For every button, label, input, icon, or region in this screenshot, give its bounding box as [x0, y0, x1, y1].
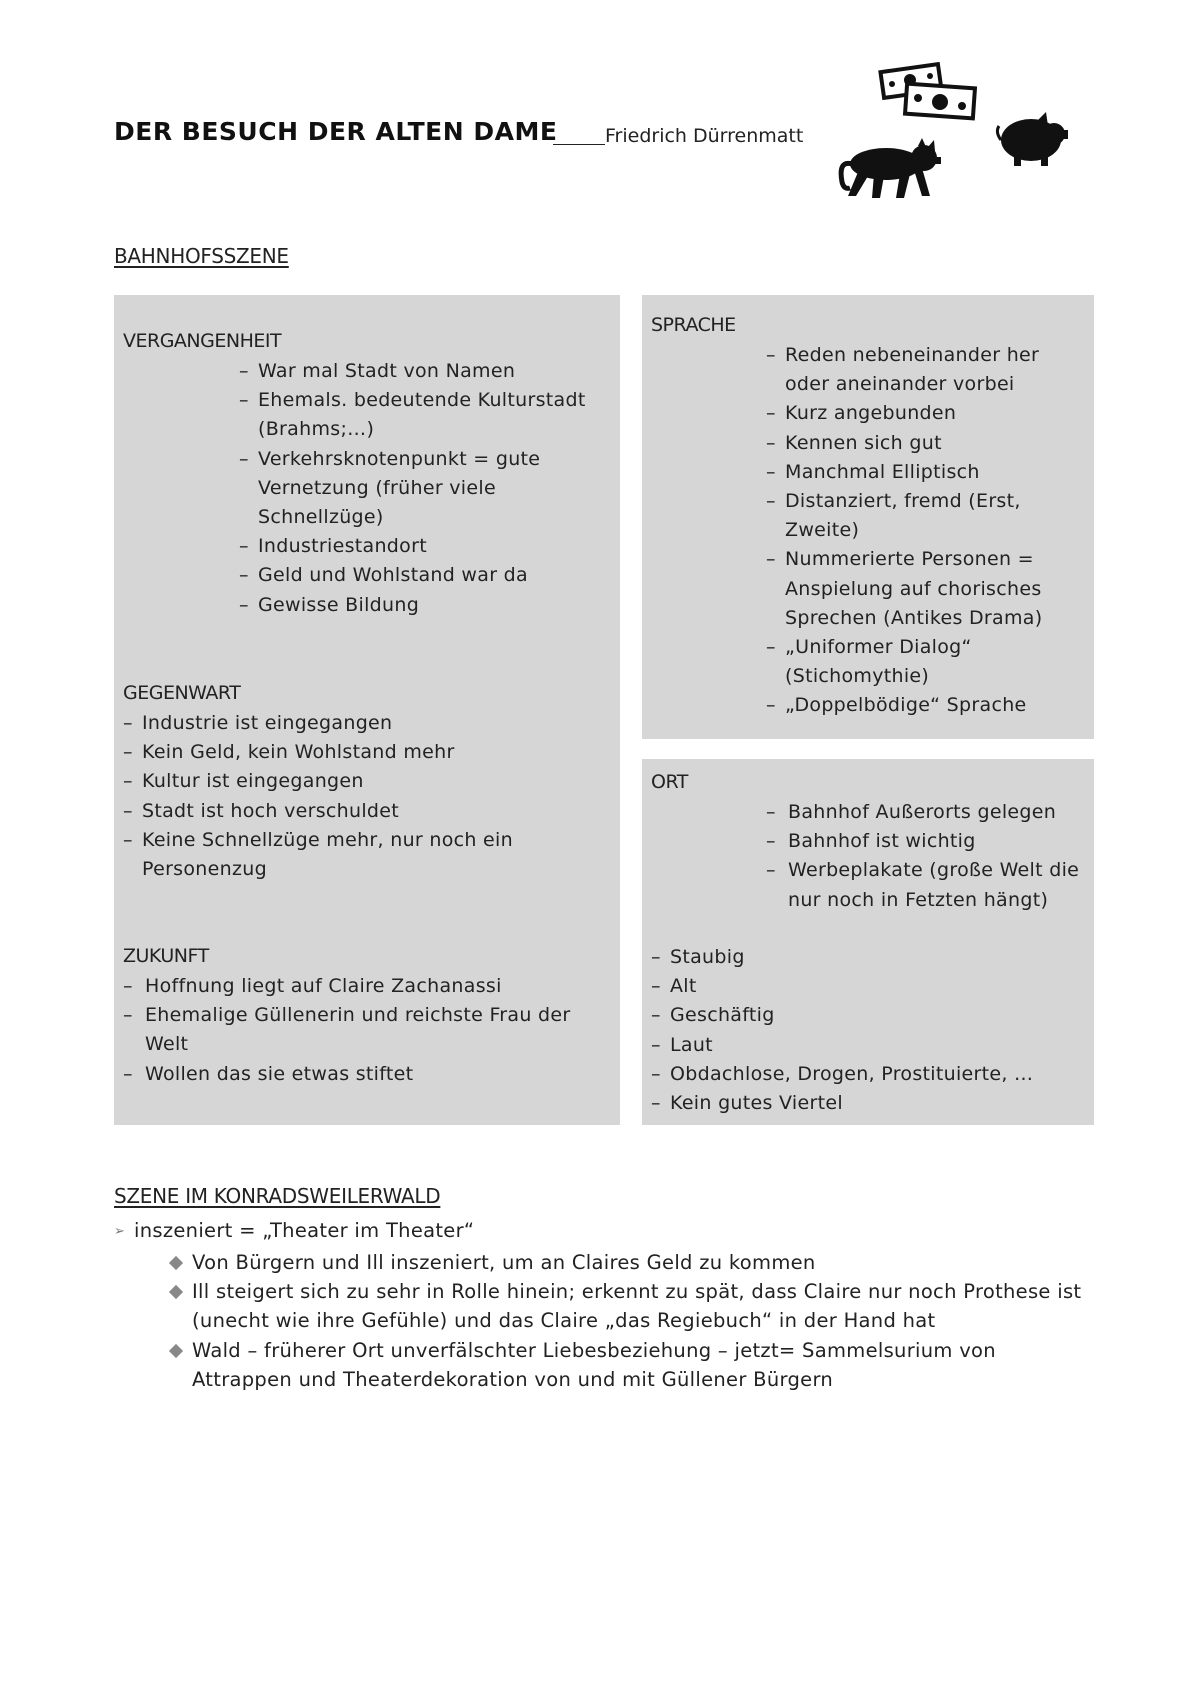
title-underline-rule — [553, 144, 605, 145]
box-sprache — [642, 295, 1094, 739]
list-item: – Bahnhof Außerorts gelegen — [766, 798, 1088, 827]
section-heading-bahnhofsszene: BAHNHOFSSZENE — [114, 244, 289, 268]
diamond-bullet-icon — [169, 1344, 183, 1358]
list-item: – „Doppelbödige“ Sprache — [766, 691, 1084, 720]
box-vergangenheit-gegenwart-zukunft — [114, 295, 620, 1125]
banknotes-icon — [878, 62, 977, 121]
heading-zukunft: ZUKUNFT — [123, 945, 209, 967]
heading-vergangenheit: VERGANGENHEIT — [123, 330, 282, 352]
list-item: – Stadt ist hoch verschuldet — [123, 797, 553, 826]
list-item: – Industriestandort — [239, 532, 599, 561]
list-item: – Kennen sich gut — [766, 429, 1084, 458]
list-item: – Werbeplakate (große Welt die nur noch in Fetzten hängt) — [766, 856, 1088, 914]
list-item: – „Uniformer Dialog“ (Stichomythie) — [766, 633, 1084, 691]
list-item: – Keine Schnellzüge mehr, nur noch ein Personenzug — [123, 826, 553, 884]
list-item: – Kultur ist eingegangen — [123, 767, 553, 796]
piggy-bank-icon — [997, 112, 1068, 166]
list-item: – Geschäftig — [651, 1001, 1081, 1030]
list-ort-details — [651, 943, 1081, 1118]
list-item-text: Wald – früherer Ort unverfälschter Liebesbeziehung – jetzt= Sammelsurium von Attrappen und Theaterdekoration von und mit Güllener Bürgern — [192, 1338, 996, 1391]
list-item: – Kurz angebunden — [766, 399, 1084, 428]
list-item: – Verkehrsknotenpunkt = gute Vernetzung (früher viele Schnellzüge) — [239, 445, 599, 533]
list-item: – Reden nebeneinander her oder aneinander vorbei — [766, 341, 1084, 399]
list-sprache — [766, 341, 1084, 721]
list-item: – Staubig — [651, 943, 1081, 972]
list-item: – Gewisse Bildung — [239, 591, 599, 620]
list-item-text: Ill steigert sich zu sehr in Rolle hinein; erkennt zu spät, dass Claire nur noch Prothese ist (unecht wie ihre Gefühle) und das Claire „das Regiebuch“ in der Hand hat — [192, 1280, 1082, 1333]
list-wald — [170, 1248, 1090, 1394]
list-zukunft — [123, 972, 603, 1089]
box-ort — [642, 759, 1094, 1125]
section-heading-konradsweilerwald: SZENE IM KONRADSWEILERWALD — [114, 1184, 441, 1208]
list-gegenwart — [123, 709, 553, 884]
wald-intro-text: inszeniert = „Theater im Theater“ — [134, 1219, 475, 1242]
wald-intro — [114, 1219, 474, 1242]
heading-ort: ORT — [651, 771, 688, 793]
list-item: – Kein gutes Viertel — [651, 1089, 1081, 1118]
list-item — [170, 1248, 1090, 1277]
list-item-text: Von Bürgern und Ill inszeniert, um an Claires Geld zu kommen — [192, 1251, 816, 1274]
list-item: – Hoffnung liegt auf Claire Zachanassi — [123, 972, 603, 1001]
list-item — [170, 1336, 1090, 1394]
heading-sprache: SPRACHE — [651, 314, 736, 336]
header-illustrations — [838, 60, 1068, 200]
panther-icon — [841, 138, 941, 198]
author-name: Friedrich Dürrenmatt — [605, 125, 804, 147]
list-item: – Bahnhof ist wichtig — [766, 827, 1088, 856]
list-item — [170, 1277, 1090, 1335]
page-title: DER BESUCH DER ALTEN DAME — [114, 117, 558, 146]
list-item: – Alt — [651, 972, 1081, 1001]
diamond-bullet-icon — [169, 1256, 183, 1270]
list-item: – Wollen das sie etwas stiftet — [123, 1060, 603, 1089]
list-item: – Ehemals. bedeutende Kulturstadt (Brahms;…) — [239, 386, 599, 444]
list-item: – Laut — [651, 1031, 1081, 1060]
list-item: – Geld und Wohlstand war da — [239, 561, 599, 590]
arrow-bullet-icon: ➢ — [114, 1224, 126, 1239]
list-vergangenheit — [239, 357, 599, 620]
list-item: – Industrie ist eingegangen — [123, 709, 553, 738]
list-item: – War mal Stadt von Namen — [239, 357, 599, 386]
list-item: – Nummerierte Personen = Anspielung auf chorisches Sprechen (Antikes Drama) — [766, 545, 1084, 633]
list-ort — [766, 798, 1088, 915]
diamond-bullet-icon — [169, 1285, 183, 1299]
list-item: – Manchmal Elliptisch — [766, 458, 1084, 487]
list-item: – Distanziert, fremd (Erst, Zweite) — [766, 487, 1084, 545]
list-item: – Obdachlose, Drogen, Prostituierte, … — [651, 1060, 1081, 1089]
list-item: – Kein Geld, kein Wohlstand mehr — [123, 738, 553, 767]
list-item: – Ehemalige Güllenerin und reichste Frau der Welt — [123, 1001, 603, 1059]
heading-gegenwart: GEGENWART — [123, 682, 241, 704]
